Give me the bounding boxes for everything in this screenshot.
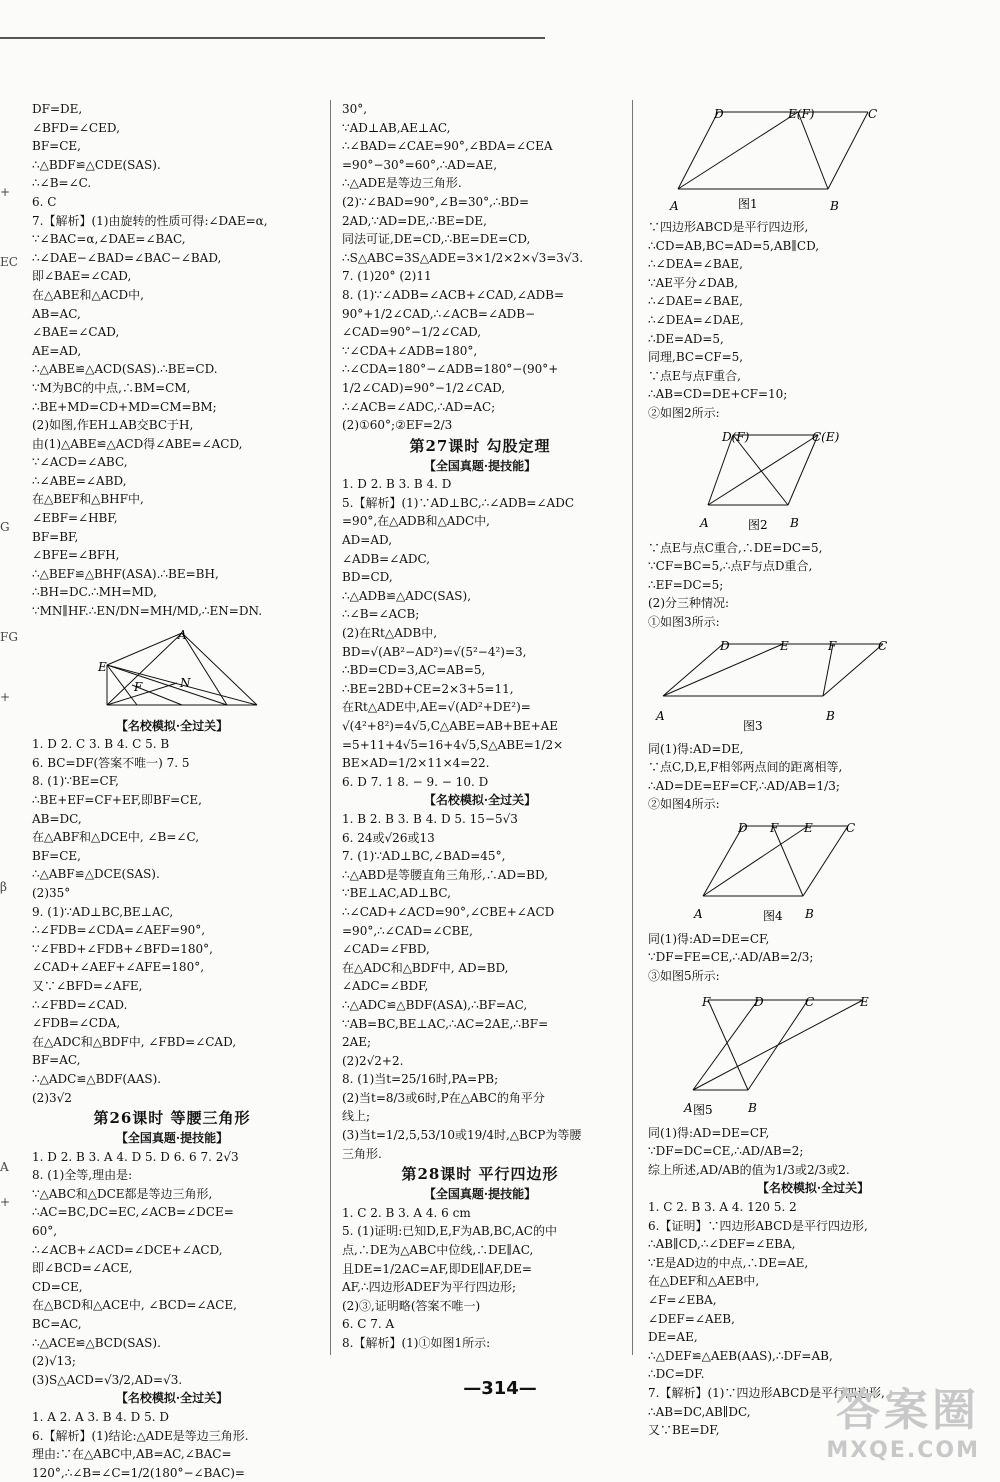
text-line: ∠ADB=∠ADC, [342,551,431,566]
figure-segment [703,826,808,896]
figure-label: E [98,659,107,674]
text-line: ∴BE+EF=CF+EF,即BF=CE, [32,793,202,807]
figure-label: A [670,199,679,213]
text-line: BF=CE, [32,848,81,863]
figure-label: D [738,820,748,835]
text-line: (2)①60°;②EF=2/3 [342,418,453,433]
text-line: 【名校模拟·全过关】 [423,793,537,808]
figure-label: F [770,820,779,835]
figure-segment [107,633,182,665]
figure-segment [733,435,788,505]
text-line: 9. (1)∵AD⊥BC,BE⊥AC, [32,904,174,919]
figure-label: A [700,515,709,530]
text-line: ∠BFE=∠BFH, [32,548,120,563]
text-line: 【全国真题·提技能】 [423,458,537,473]
text-line: 第27课时 勾股定理 [409,436,551,455]
text-line: 【全国真题·提技能】 [115,1131,229,1146]
text-line: =90°,在△ADB和△ADC中, [342,514,490,529]
text-line: 2AE; [342,1035,372,1050]
text-line: BD=CD, [342,570,393,585]
margin-mark: β [0,880,7,894]
text-line: ∵四边形ABCD是平行四边形, [648,220,809,234]
text-line: 第26课时 等腰三角形 [93,1109,251,1128]
text-line: ∴∠DAE=∠BAE, [648,294,743,309]
text-line: DF=DE, [32,102,83,116]
text-line: ∴AB=DC,AB∥DC, [648,1404,751,1419]
text-line: 5.【解析】(1)∵AD⊥BC,∴∠ADB=∠ADC [342,495,575,510]
text-line: ∴CD=AB,BC=AD=5,AB∥CD, [648,238,820,253]
text-line: 1. A 2. A 3. B 4. D 5. D [32,1410,169,1424]
text-line: BD=√(AB²−AD²)=√(5²−4²)=3, [342,644,527,659]
text-line: ∵AE平分∠DAB, [648,275,739,290]
text-line: ∴∠DAE−∠BAD=∠BAC−∠BAD, [32,250,222,265]
text-line: =90°−30°=60°,∴AD=AE, [342,157,498,172]
text-line: √(4²+8²)=4√5,C△ABE=AB+BE+AE [342,719,559,733]
text-line: ∵DF=FE=CE,∴AD/AB=2/3; [648,950,814,965]
figure-p4 [648,818,878,926]
text-line: (2)∵∠BAD=90°,∠B=30°,∴BD= [342,194,530,209]
text-line: 7. (1)∵AD⊥BC,∠BAD=45°, [342,849,506,864]
text-line: 6.【解析】(1)结论:△ADE是等边三角形. [32,1428,249,1443]
text-line: 同(1)得:AD=DE=CF, [648,931,770,946]
text-line: 【全国真题·提技能】 [423,1187,537,1202]
figure-label: C(E) [812,429,840,444]
text-line: 6.【证明】∵四边形ABCD是平行四边形, [648,1218,868,1233]
text-line: ∴△BDF≌△CDE(SAS). [32,157,161,172]
figure-caption: 图3 [743,718,763,733]
figure-caption: 图5 [693,1102,713,1117]
top-rule [0,37,545,39]
figure-label: E [860,994,869,1009]
text-line: AB=DC, [32,811,82,826]
text-line: ∠EBF=∠HBF, [32,511,118,526]
figure-label: C [805,994,815,1009]
text-line: ∠CAD=∠FBD, [342,942,430,957]
figure-segment [708,435,733,505]
text-line: ∵点E与点C重合,∴DE=DC=5, [648,540,823,555]
text-line: ∵BE⊥AC,AD⊥BC, [342,886,451,901]
figure-label: F [702,994,711,1009]
margin-mark: + [0,690,11,704]
figure-label: F [134,679,143,694]
page-number: —314— [463,1378,537,1399]
text-line: 7.【解析】(1)∵四边形ABCD是平行四边形, [648,1385,885,1400]
text-line: BE×AD=1/2×11×4=22. [342,756,490,771]
text-line: (2)分三种情况: [648,596,730,611]
figure-segment [703,826,743,896]
text-line: ∠DEF=∠AEB, [648,1311,735,1326]
text-line: 同(1)得:AD=DE, [648,741,744,756]
text-line: 1/2∠CAD)=90°−1/2∠CAD, [342,380,506,395]
figure-label: E [804,820,813,835]
text-line: ∵CF=BC=5,∴点F与点D重合, [648,559,813,574]
figure-label: N [180,675,191,690]
text-line: ∴BH=DC.∴MH=MD, [32,585,157,600]
text-line: ∴△ABF≌△DCE(SAS). [32,867,160,882]
text-line: ∠BAE=∠CAD, [32,325,120,340]
text-line: CD=CE, [32,1279,83,1294]
text-line: 6. 24或√26或13 [342,830,435,845]
text-line: 【名校模拟·全过关】 [756,1181,870,1196]
text-line: BC=AC, [32,1317,82,1332]
text-line: ∴DC=DF. [648,1367,705,1382]
text-line: ∴DE=AD=5, [648,331,724,346]
figure-label: B [826,708,835,723]
text-line: 1. C 2. B 3. A 4. 120 5. 2 [648,1200,797,1215]
text-line: ∴BE=2BD+CE=2×3+5=11, [342,681,514,696]
text-line: ∴AB=CD=DE+CF=10; [648,387,788,402]
text-line: ∵E是AD边的中点,∴DE=AE, [648,1255,809,1270]
text-line: 1. D 2. C 3. B 4. C 5. B [32,737,170,752]
text-line: ∵∠ACD=∠ABC, [32,455,128,470]
text-line: ∴∠ACB=∠ADC,∴AD=AC; [342,399,496,414]
figure-segment [182,633,227,705]
text-line: ③如图5所示: [648,969,720,984]
figure-segment [708,435,818,505]
margin-mark: A [0,1160,9,1174]
watermark [826,1374,980,1463]
figure-segment [803,826,848,896]
text-line: 120°,∴∠B=∠C=1/2(180°−∠BAC)= [32,1465,245,1480]
figure-segment [693,1000,863,1090]
text-line: 在Rt△ADE中,AE=√(AD²+DE²)= [342,700,531,715]
text-line: 6. C [32,194,57,209]
text-line: 8. (1)∵BE=CF, [32,774,119,789]
text-line: =5+11+4√5=16+4√5,S△ABE=1/2× [342,737,564,752]
text-line: ∴AD=DE=EF=CF,∴AD/AB=1/3; [648,778,840,793]
text-line: ∴∠ACB+∠ACD=∠DCE+∠ACD, [32,1242,223,1257]
figure-segment [693,1000,758,1090]
figure-label: F [828,638,837,653]
text-line: ∴△ADC≌△BDF(ASA),∴BF=AC, [342,997,528,1012]
text-line: ∴∠FDB=∠CDA=∠AEF=90°, [32,923,206,938]
text-line: ∠CAD+∠AEF+∠AFE=180°, [32,960,205,975]
text-line: ∵MN∥HF.∴EN/DN=MH/MD,∴EN=DN. [32,604,263,619]
text-line: 6. C 7. A [342,1317,395,1332]
text-line: ②如图2所示: [648,405,720,420]
text-line: 7.【解析】(1)由旋转的性质可得:∠DAE=α, [32,213,268,228]
figure-segment [663,644,723,696]
figure-label: B [805,906,814,921]
text-line: ②如图4所示: [648,797,720,812]
figure-label: B [790,515,799,530]
text-line: 三角形. [342,1146,382,1161]
figure-segment [798,112,828,189]
text-line: 60°, [32,1224,58,1239]
text-line: ∴∠B=∠C. [32,176,92,191]
text-line: 8. (1)全等,理由是: [32,1168,133,1183]
text-line: 【名校模拟·全过关】 [115,1391,229,1406]
text-line: (2)③,证明略(答案不唯一) [342,1298,481,1313]
text-line: 理由:∵在△ABC中,AB=AC,∠BAC= [32,1447,232,1462]
text-line: (2)√13; [32,1354,76,1369]
text-line: (3)S△ACD=√3/2,AD=√3. [32,1372,183,1387]
figure-p3 [648,636,888,736]
text-line: ∴△ADC≌△BDF(AAS). [32,1071,162,1086]
text-line: 在△BEF和△BHF中, [32,492,144,507]
text-line: ∴∠ABE=∠ABD, [32,473,127,488]
text-line: 同法可证,DE=CD,∴BE=DE=CD, [342,232,531,247]
figure-p1 [648,104,878,214]
text-line: ∠F=∠EBA, [648,1293,717,1307]
figure-caption: 图2 [748,517,768,532]
figure-label: D [714,107,724,121]
text-line: (2)2√2+2. [342,1053,404,1068]
figure-p5 [648,990,888,1120]
text-line: ∴△BEF≌△BHF(ASA).∴BE=BH, [32,566,219,581]
figure-label: B [748,1100,757,1115]
text-line: (2)35° [32,885,71,900]
text-line: ∵∠CDA+∠ADB=180°, [342,343,478,358]
text-line: ∴∠FBD=∠CAD. [32,997,128,1012]
margin-mark: EC [0,255,18,269]
text-line: (2)如图,作EH⊥AB交BC于H, [32,418,194,433]
text-line: (3)当t=1/2,5,53/10或19/4时,△BCP为等腰 [342,1128,582,1143]
text-line: (2)当t=8/3或6时,P在△ABC的角平分 [342,1090,545,1105]
text-line: 1. B 2. B 3. B 4. D 5. 15−5√3 [342,811,518,826]
text-line: ∴BD=CD=3,AC=AB=5, [342,663,486,678]
margin-mark: FG [0,630,18,644]
figure-label: A [178,627,187,642]
text-line: 8. (1)∵∠ADB=∠ACB+∠CAD,∠ADB= [342,287,565,302]
text-line: ∵△ABC和△DCE都是等边三角形, [32,1186,213,1201]
text-line: ∴S△ABC=3S△ADE=3×1/2×2×√3=3√3. [342,250,584,265]
text-line: 6. D 7. 1 8. − 9. − 10. D [342,774,489,789]
text-line: 又∵∠BFD=∠AFE, [32,978,143,993]
text-line: 8.【解析】(1)①如图1所示: [342,1336,491,1350]
text-line: 2AD,∵AD=DE,∴BE=DE, [342,213,487,228]
text-line: BF=AC, [32,1053,81,1068]
figure-label: B [830,199,839,213]
margin-mark: + [0,1195,11,1209]
text-line: 30°, [342,102,368,116]
text-line: 90°+1/2∠CAD,∴∠ACB=∠ADB− [342,306,536,321]
figure-segment [828,112,868,189]
text-line: ∠BFD=∠CED, [32,120,120,135]
text-line: ∴AC=BC,DC=EC,∠ACB=∠DCE= [32,1205,234,1220]
text-line: ∵∠BAC=α,∠DAE=∠BAC, [32,232,186,247]
text-line: 第28课时 平行四边形 [401,1165,559,1184]
text-line: ∠ADC=∠BDF, [342,979,429,994]
text-line: 在△ADC和△BDF中, AD=BD, [342,960,509,975]
text-line: ∴BE+MD=CD+MD=CM=BM; [32,399,217,414]
figure-segment [773,826,803,896]
figure-label: D(F) [722,429,750,444]
text-line: ∵AB=BC,BE⊥AC,∴AC=2AE,∴BF= [342,1016,549,1031]
watermark-site: MXQE.COM [826,1438,980,1463]
text-line: ∵AD⊥AB,AE⊥AC, [342,120,451,135]
text-line: 在△DEF和△AEB中, [648,1274,760,1289]
text-line: ∴△ABD是等腰直角三角形,∴AD=BD, [342,867,548,882]
text-line: AF,∴四边形ADEF为平行四边形; [342,1280,516,1295]
column-divider [632,100,633,1355]
text-line: 综上所述,AD/AB的值为1/3或2/3或2. [648,1162,850,1177]
text-line: ①如图3所示: [648,614,720,629]
figure-label: D [754,994,764,1009]
figure-segment [788,435,818,505]
margin-mark: G [0,520,10,534]
text-line: 6. BC=DF(答案不唯一) 7. 5 [32,755,190,770]
text-line: ∵DF=DC=CE,∴AD/AB=2; [648,1144,804,1159]
column-right [648,100,978,1440]
figure-label: E [780,638,789,653]
figure-caption: 图1 [738,197,758,211]
text-line: ∵M为BC的中点,∴BM=CM, [32,380,191,395]
text-line: ∵点E与点F重合, [648,368,741,383]
text-line: ∵∠FBD+∠FDB+∠BFD=180°, [32,941,213,956]
margin-marks [0,60,18,1360]
figure-segment [678,112,718,189]
figure-label: D [720,638,730,653]
figure-segment [678,112,798,189]
text-line: 线上; [342,1109,371,1124]
column-middle [342,100,618,1353]
figure-label: E(F) [788,107,815,121]
text-line: AB=AC, [32,306,81,321]
figure-segment [708,1000,748,1090]
text-line: ∴△ACE≌△BCD(SAS). [32,1335,161,1350]
text-line: 【名校模拟·全过关】 [115,718,229,733]
text-line: DE=AE, [648,1330,698,1345]
text-line: (2)在Rt△ADB中, [342,626,438,641]
text-line: ∴△ABE≌△ACD(SAS).∴BE=CD. [32,362,218,377]
text-line: ∴∠B=∠ACB; [342,607,420,622]
text-line: 1. D 2. B 3. B 4. D [342,477,452,492]
watermark-main: 答案圈 [836,1385,980,1436]
text-line: 同理,BC=CF=5, [648,350,744,365]
text-line: ∠FDB=∠CDA, [32,1016,121,1031]
text-line: 1. C 2. B 3. A 4. 6 cm [342,1205,471,1220]
column-divider [330,100,331,1355]
text-line: 在△BCD和△ACE中, ∠BCD=∠ACE, [32,1298,237,1313]
text-line: ∴△DEF≌△AEB(AAS),∴DF=AB, [648,1348,833,1363]
text-line: 由(1)△ABE≌△ACD得∠ABE=∠ACD, [32,436,243,451]
text-line: BF=BF, [32,529,79,544]
text-line: 在△ABE和△ACD中, [32,287,144,302]
text-line: 即∠BAE=∠CAD, [32,269,132,284]
text-line: ∴△ADE是等边三角形. [342,176,462,191]
text-line: 又∵BE=DF, [648,1423,720,1438]
text-line: ∴EF=DC=5; [648,577,724,592]
text-line: ∠CAD=90°−1/2∠CAD, [342,325,482,340]
text-line: ∴△ADB≌△ADC(SAS), [342,588,472,603]
margin-mark: + [0,185,11,199]
text-line: ∴AB∥CD,∴∠DEF=∠EBA, [648,1237,796,1252]
text-line: =90°,∴∠CAD=∠CBE, [342,923,473,938]
figure-label: C [878,638,888,653]
figure-label: C [868,107,878,121]
text-line: 在△ABF和△DCE中, ∠B=∠C, [32,830,200,845]
figure-label: A [694,906,703,921]
figure-caption: 图4 [763,908,783,923]
figure-p2 [648,427,878,535]
figure-label: A [684,1100,693,1115]
text-line: 5. (1)证明:已知D,E,F为AB,BC,AC的中 [342,1224,557,1239]
text-line: (2)3√2 [32,1090,72,1105]
figure-tri [32,625,262,713]
text-line: 且DE=1/2AC=AF,即DE∥AF,DE= [342,1261,532,1276]
text-line: ∵点C,D,E,F相邻两点间的距离相等, [648,760,843,775]
text-line: 即∠BCD=∠ACE, [32,1261,133,1276]
text-line: ∴∠CAD+∠ACD=90°,∠CBE+∠ACD [342,904,555,919]
figure-label: C [846,820,856,835]
text-line: 7. (1)20° (2)11 [342,269,432,284]
column-left [32,100,312,1482]
text-line: ∴∠CDA=180°−∠ADB=180°−(90°+ [342,362,559,377]
text-line: BF=CE, [32,139,81,154]
text-line: ∴∠DEA=∠DAE, [648,312,744,327]
text-line: 同(1)得:AD=DE=CF, [648,1125,770,1140]
text-line: AD=AD, [342,533,393,548]
text-line: 8. (1)当t=25/16时,PA=PB; [342,1072,499,1087]
text-line: ∴∠BAD=∠CAE=90°,∠BDA=∠CEA [342,139,553,154]
text-line: 在△ADC和△BDF中, ∠FBD=∠CAD, [32,1034,237,1049]
text-line: 1. D 2. B 3. A 4. D 5. D 6. 6 7. 2√3 [32,1149,239,1164]
text-line: 点,∴DE为△ABC中位线,∴DE∥AC, [342,1243,534,1258]
figure-label: A [656,708,665,723]
text-line: ∴∠DEA=∠BAE, [648,257,743,272]
text-line: AE=AD, [32,343,82,358]
